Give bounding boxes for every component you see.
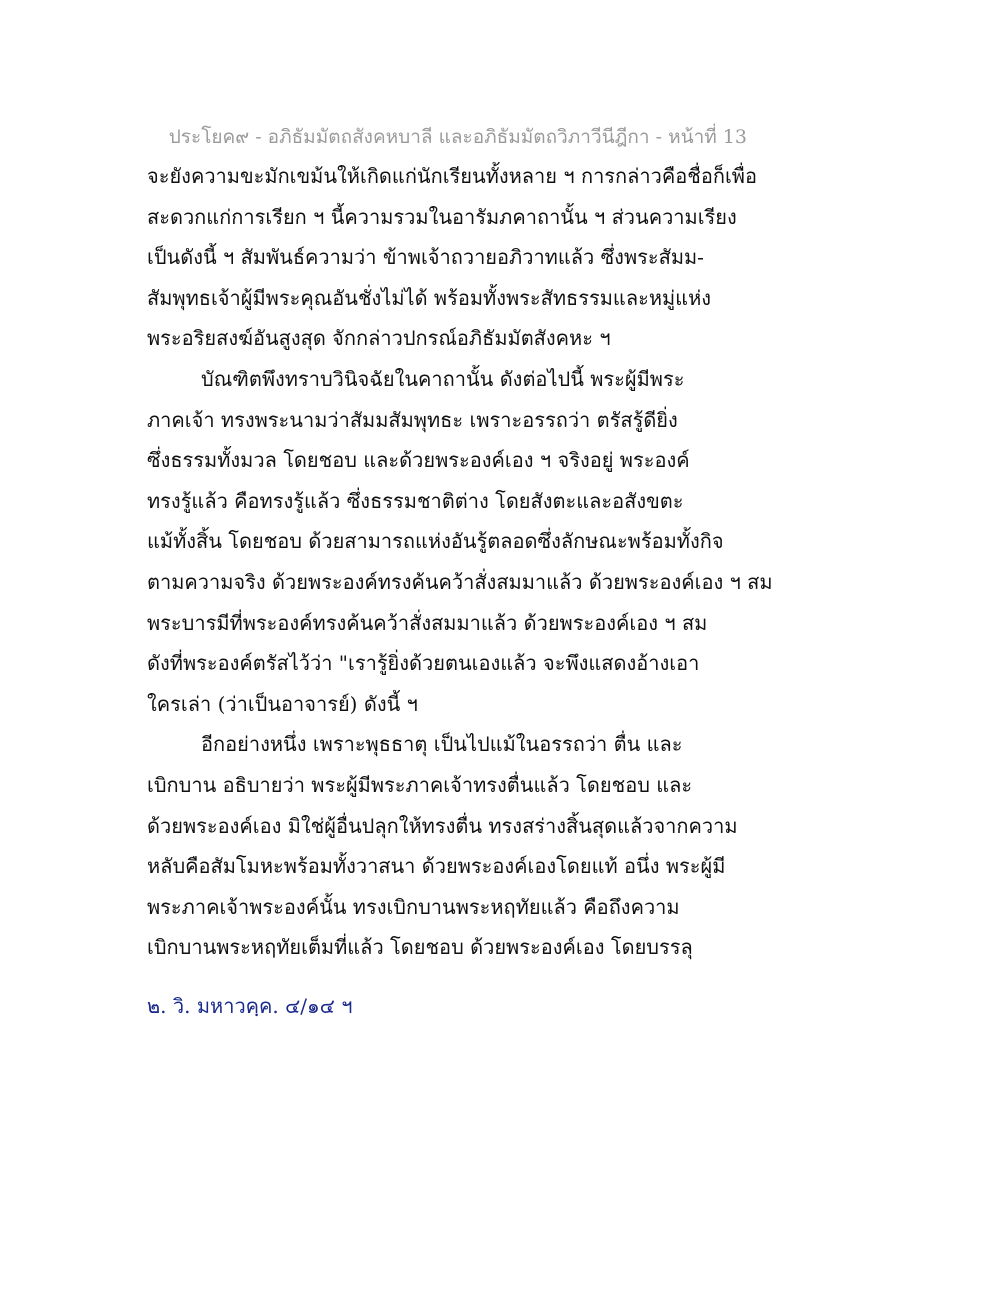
text-line: จะยังความขะมักเขม้นให้เกิดแก่นักเรียนทั้งหลาย ฯ การกล่าวคือชื่อก็เพื่อ xyxy=(147,164,757,188)
text-line: ดังที่พระองค์ตรัสไว้ว่า "เรารู้ยิ่งด้วยตนเองแล้ว จะพึงแสดงอ้างเอา xyxy=(147,651,700,676)
text-line: เป็นดังนี้ ฯ สัมพันธ์ความว่า ข้าพเจ้าถวายอภิวาทแล้ว ซึ่งพระสัมม- xyxy=(147,245,704,270)
text-line: เบิกบานพระหฤทัยเต็มที่แล้ว โดยชอบ ด้วยพระองค์เอง โดยบรรลุ xyxy=(147,935,693,960)
page-header: ประโยค๙ - อภิธัมมัตถสังคหบาลี และอภิธัมมัตถวิภาวีนีฎีกา - หน้าที่ 13 xyxy=(168,126,747,148)
text-line: หลับคือสัมโมหะพร้อมทั้งวาสนา ด้วยพระองค์เองโดยแท้ อนึ่ง พระผู้มี xyxy=(147,854,726,879)
text-line: พระบารมีที่พระองค์ทรงค้นคว้าสั่งสมมาแล้ว ด้วยพระองค์เอง ฯ สม xyxy=(147,610,708,635)
text-line: สะดวกแก่การเรียก ฯ นี้ความรวมในอารัมภคาถานั้น ฯ ส่วนความเรียง xyxy=(147,204,737,229)
text-line: แม้ทั้งสิ้น โดยชอบ ด้วยสามารถแห่งอันรู้ตลอดซึ่งลักษณะพร้อมทั้งกิจ xyxy=(147,529,724,554)
paragraph-start-line: อีกอย่างหนึ่ง เพราะพุธธาตุ เป็นไปแม้ในอรรถว่า ตื่น และ xyxy=(201,732,683,757)
text-line: พระภาคเจ้าพระองค์นั้น ทรงเบิกบานพระหฤทัยแล้ว คือถึงความ xyxy=(147,894,680,919)
body-text xyxy=(147,156,773,968)
text-line: ภาคเจ้า ทรงพระนามว่าสัมมสัมพุทธะ เพราะอรรถว่า ตรัสรู้ดียิ่ง xyxy=(147,407,678,432)
text-line: ใครเล่า (ว่าเป็นอาจารย์) ดังนี้ ฯ xyxy=(147,691,418,716)
text-line: ทรงรู้แล้ว คือทรงรู้แล้ว ซึ่งธรรมชาติต่าง โดยสังตะและอสังขตะ xyxy=(147,488,684,513)
text-line: สัมพุทธเจ้าผู้มีพระคุณอันชั่งไม่ได้ พร้อมทั้งพระสัทธรรมและหมู่แห่ง xyxy=(147,285,712,310)
footnote: ๒. วิ. มหาวคฺค. ๔/๑๔ ฯ xyxy=(147,994,353,1018)
text-line: พระอริยสงฆ์อันสูงสุด จักกล่าวปกรณ์อภิธัมมัตสังคหะ ฯ xyxy=(147,326,611,351)
paragraph-start-line: บัณฑิตพึงทราบวินิจฉัยในคาถานั้น ดังต่อไปนี้ พระผู้มีพระ xyxy=(201,366,685,391)
text-line: ซึ่งธรรมทั้งมวล โดยชอบ และด้วยพระองค์เอง ฯ จริงอยู่ พระองค์ xyxy=(147,448,690,473)
text-line: ด้วยพระองค์เอง มิใช่ผู้อื่นปลุกให้ทรงตื่น ทรงสร่างสิ้นสุดแล้วจากความ xyxy=(147,813,738,838)
text-line: ตามความจริง ด้วยพระองค์ทรงค้นคว้าสั่งสมมาแล้ว ด้วยพระองค์เอง ฯ สม xyxy=(147,569,773,594)
text-line: เบิกบาน อธิบายว่า พระผู้มีพระภาคเจ้าทรงตื่นแล้ว โดยชอบ และ xyxy=(147,772,693,797)
